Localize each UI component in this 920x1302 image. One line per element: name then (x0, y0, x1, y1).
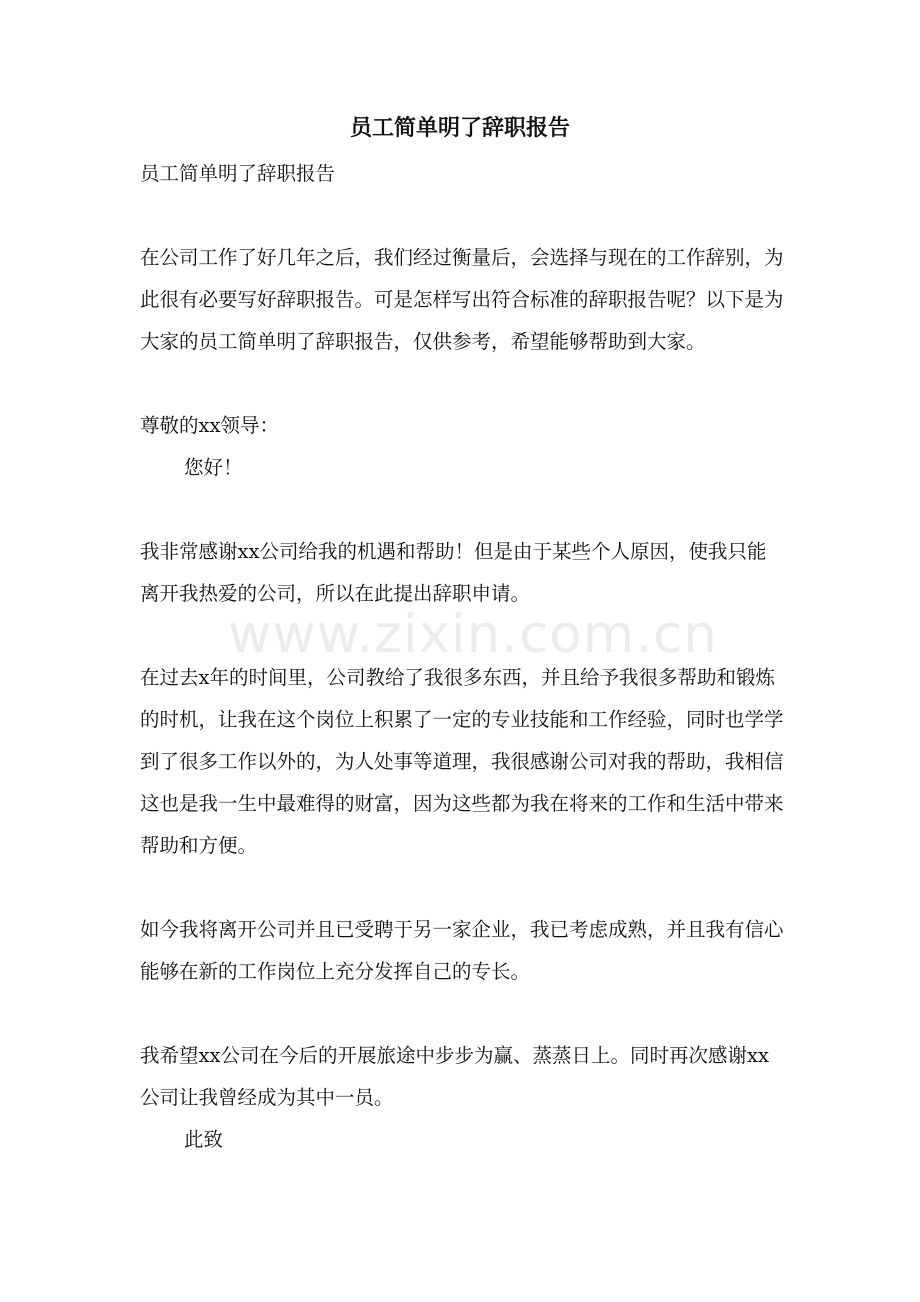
body-paragraph-3: 如今我将离开公司并且已受聘于另一家企业，我已考虑成熟，并且我有信心能够在新的工作岗位上充分发挥自己的专长。 (140, 918, 784, 983)
body-paragraph-1: 我非常感谢xx公司给我的机遇和帮助！但是由于某些个人原因，使我只能离开我热爱的公司，所以在此提出辞职申请。 (140, 540, 767, 605)
watermark: www.zixin.com.cn (228, 604, 718, 665)
salutation: 尊敬的xx领导： (140, 414, 279, 437)
greeting: 您好！ (184, 456, 243, 479)
intro-paragraph: 在公司工作了好几年之后，我们经过衡量后，会选择与现在的工作辞别，为此很有必要写好辞职报告。可是怎样写出符合标准的辞职报告呢？以下是为大家的员工简单明了辞职报告，仅供参考，希望能够帮助到大家。 (140, 246, 784, 353)
closing: 此致 (184, 1128, 224, 1151)
document-subtitle: 员工简单明了辞职报告 (140, 162, 336, 185)
document-title: 员工简单明了辞职报告 (349, 115, 570, 141)
body-paragraph-4: 我希望xx公司在今后的开展旅途中步步为赢、蒸蒸日上。同时再次感谢xx公司让我曾经成为其中一员。 (140, 1044, 769, 1109)
body-paragraph-2: 在过去x年的时间里，公司教给了我很多东西，并且给予我很多帮助和锻炼的时机，让我在这个岗位上积累了一定的专业技能和工作经验，同时也学学到了很多工作以外的，为人处事等道理，我很感谢公司对我的帮助，我相信这也是我一生中最难得的财富，因为这些都为我在将来的工作和生活中带来帮助和方便。 (140, 666, 784, 857)
